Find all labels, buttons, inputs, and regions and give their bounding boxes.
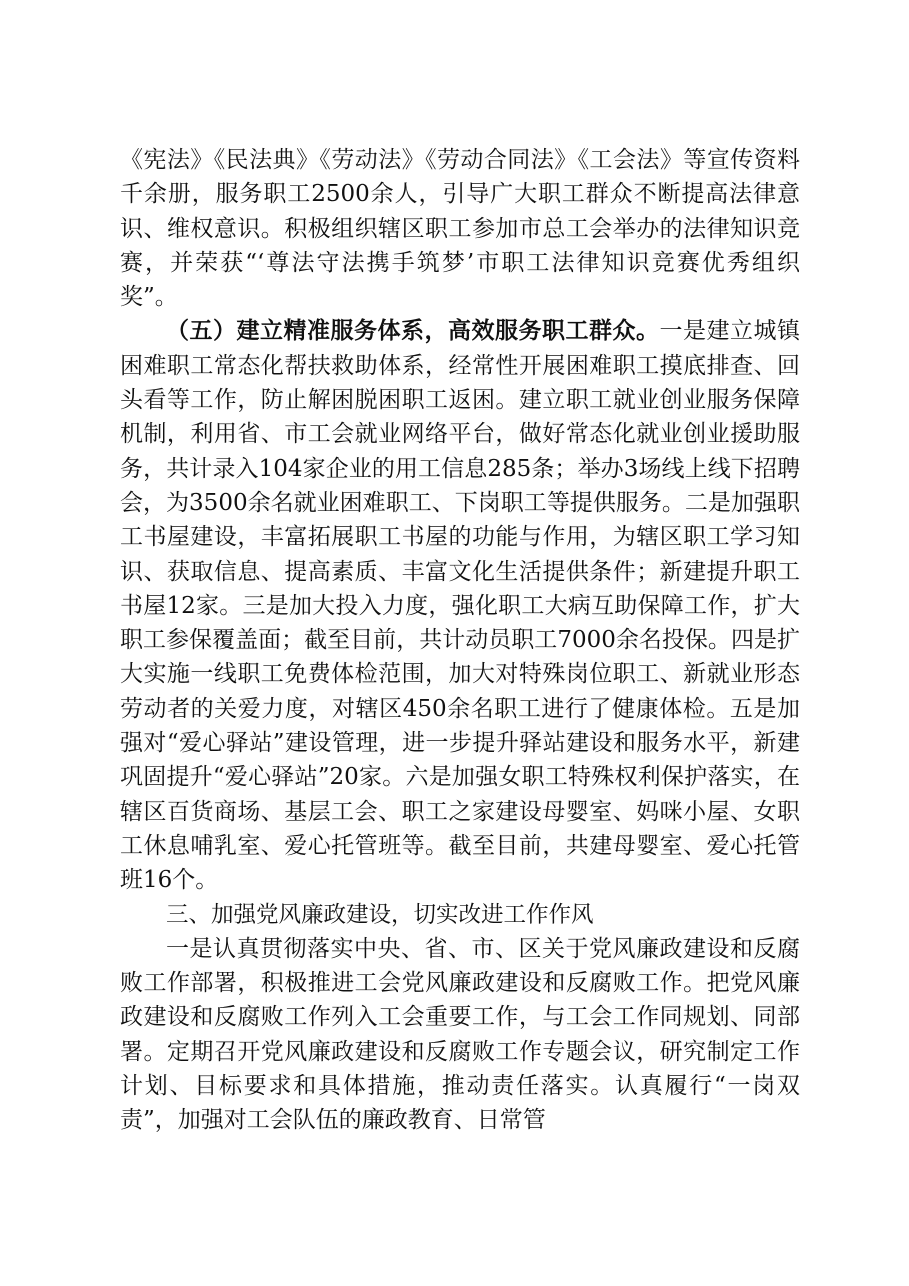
paragraph-legal-publicity: 《宪法》《民法典》《劳动法》《劳动合同法》《工会法》等宣传资料千余册，服务职工2500余人，引导广大职工群众不断提高法律意识、维权意识。积极组织辖区职工参加市总工会举办的法律知识竞赛，并荣获“‘尊法守法携手筑梦’市职工法律知识竞赛优秀组织奖”。 — [120, 147, 800, 311]
document-page — [120, 143, 800, 1138]
section-five-body: 一是建立城镇困难职工常态化帮扶救助体系，经常性开展困难职工摸底排查、回头看等工作，防止解困脱困职工返困。建立职工就业创业服务保障机制，利用省、市工会就业网络平台，做好常态化就业创业援助服务，共计录入104家企业的用工信息285条；举办3场线上线下招聘会，为3500余名就业困难职工、下岗职工等提供服务。二是加强职工书屋建设，丰富拓展职工书屋的功能与作用，为辖区职工学习知识、获取信息、提高素质、丰富文化生活提供条件；新建提升职工书屋12家。三是加大投入力度，强化职工大病互助保障工作，扩大职工参保覆盖面；截至目前，共计动员职工7000余名投保。四是扩大实施一线职工免费体检范围，加大对特殊岗位职工、新就业形态劳动者的关爱力度，对辖区450余名职工进行了健康体检。五是加强对“爱心驿站”建设管理，进一步提升驿站建设和服务水平，新建巩固提升“爱心驿站”20家。六是加强女职工特殊权利保护落实，在辖区百货商场、基层工会、职工之家建设母婴室、妈咪小屋、女职工休息哺乳室、爱心托管班等。截至目前，共建母婴室、爱心托管班16个。 — [120, 318, 800, 894]
section-five-lead: （五）建立精准服务体系，高效服务职工群众。 — [166, 317, 660, 345]
paragraph-section-three: 一是认真贯彻落实中央、省、市、区关于党风廉政建设和反腐败工作部署，积极推进工会党风廉政建设和反腐败工作。把党风廉政建设和反腐败工作列入工会重要工作，与工会工作同规划、同部署。定期召开党风廉政建设和反腐败工作专题会议，研究制定工作计划、目标要求和具体措施，推动责任落实。认真履行“一岗双责”，加强对工会队伍的廉政教育、日常管 — [120, 935, 800, 1134]
section-three-heading: 三、加强党风廉政建设，切实改进工作作风 — [166, 901, 594, 928]
paragraph-section-five — [120, 314, 800, 897]
